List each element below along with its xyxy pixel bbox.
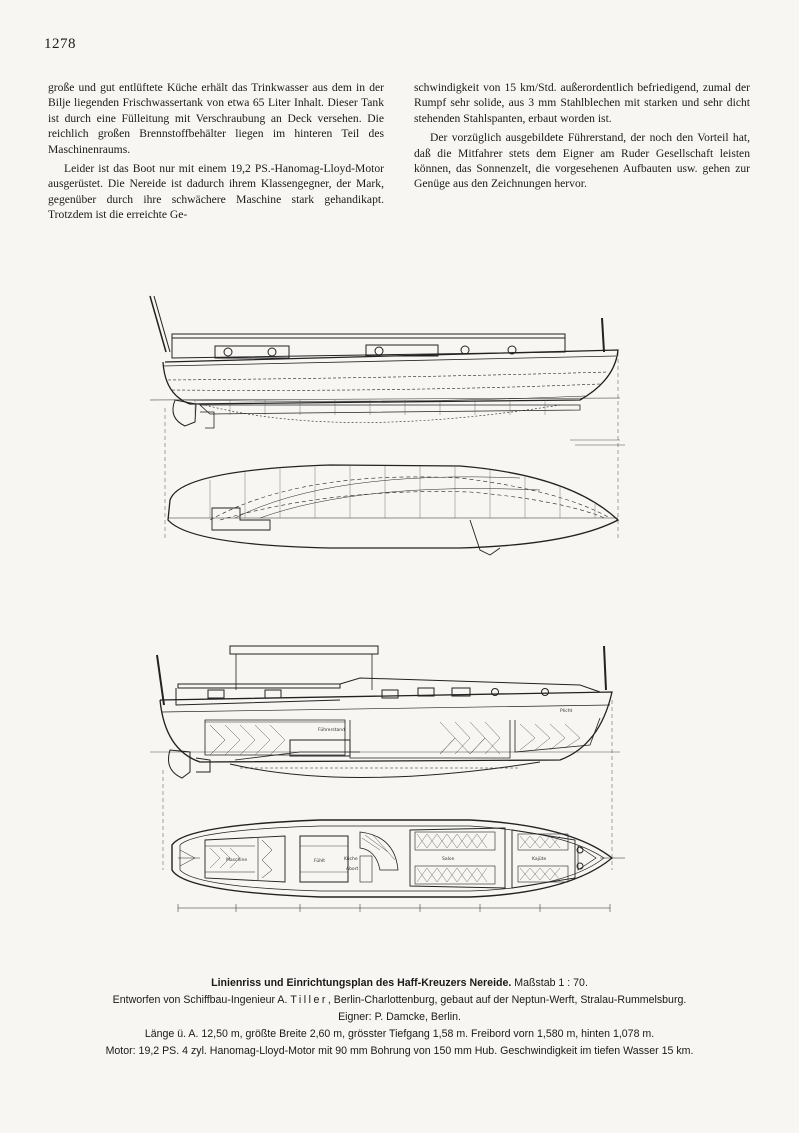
paragraph: schwindigkeit von 15 km/Std. außerordentlich befriedigend, zumal der Rumpf sehr solide, aus 3 mm Stahlblechen mit starken und sehr dicht stehenden Stahlspanten, erbaut worden ist.: [414, 81, 750, 125]
paragraph: große und gut entlüftete Küche erhält das Trinkwasser aus dem in der Bilje liegenden Frischwassertank von etwa 65 Liter Inhalt. Dieser Tank ist durch eine Fülleitung mit Verschraubung an Deck versehen. Die reichlich großen Brennstoffbehälter liegen im hinteren Teil des Maschinenraums.: [48, 81, 384, 156]
caption-text: Entworfen von Schiffbau-Ingenieur A.: [112, 994, 288, 1006]
drawing-label: Fühlt: [314, 859, 326, 864]
drawing-label: Kajüte: [532, 857, 547, 862]
figure-caption: [0, 975, 799, 1060]
caption-title: Linienriss und Einrichtungsplan des Haff-Kreuzers Nereide.: [211, 977, 512, 989]
drawing-label: Plicht: [560, 709, 573, 714]
drawing-label: Führerstand: [318, 728, 345, 733]
paragraph: Leider ist das Boot nur mit einem 19,2 PS.-Hanomag-Lloyd-Motor ausgerüstet. Die Nereide ist dadurch ihrem Klassengegner, der Mark, gegenüber durch ihre schwächere Maschine stark gehandikapt. Trotzdem ist die erreichte Ge-: [48, 162, 384, 222]
drawing-label: Maschine: [226, 858, 248, 863]
drawing-label: Salon: [442, 857, 455, 862]
caption-scale: Maßstab 1 : 70.: [514, 977, 588, 989]
caption-line-4: Länge ü. A. 12,50 m, größte Breite 2,60 m, grösster Tiefgang 1,58 m. Freibord vorn 1,580 m, hinten 1,078 m.: [144, 1028, 655, 1040]
caption-line-2: [0, 992, 799, 1009]
caption-line-3: Eigner: P. Damcke, Berlin.: [338, 1011, 461, 1023]
page-number: 1278: [44, 36, 76, 52]
arrangement-top: [172, 820, 625, 912]
caption-text: , Berlin-Charlottenburg, gebaut auf der Neptun-Werft, Stralau-Rummelsburg.: [327, 994, 687, 1006]
caption-line-5: Motor: 19,2 PS. 4 zyl. Hanomag-Lloyd-Motor mit 90 mm Bohrung von 150 mm Hub. Geschwindigkeit im tiefen Wasser 15 km.: [105, 1045, 694, 1057]
caption-designer: Tiller: [290, 994, 328, 1006]
caption-line-1: [0, 975, 799, 992]
drawing-label: Küche: [344, 857, 358, 862]
lines-plan-top: [168, 465, 618, 555]
drawing-label: Abort: [346, 867, 359, 872]
paragraph: Der vorzüglich ausgebildete Führerstand, der noch den Vorteil hat, daß die Mitfahrer stets dem Eigner am Ruder Gesellschaft leisten können, das Sonnenzelt, die vorgesehenen Aufbauten usw. gehen zur Genüge aus den Zeichnungen hervor.: [414, 131, 750, 191]
